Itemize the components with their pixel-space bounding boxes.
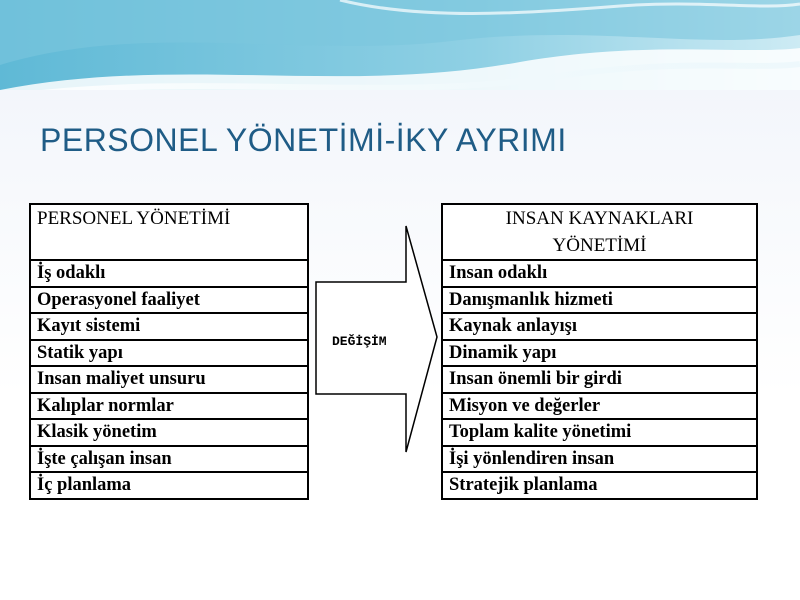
- right-header-line1: INSAN KAYNAKLARI: [505, 208, 694, 229]
- left-table-row: İç planlama: [30, 472, 308, 499]
- right-table-row: Insan önemli bir girdi: [442, 366, 757, 393]
- left-table-row: Insan maliyet unsuru: [30, 366, 308, 393]
- left-table-row: Kalıplar normlar: [30, 393, 308, 420]
- right-table-row: Kaynak anlayışı: [442, 313, 757, 340]
- left-table-header: PERSONEL YÖNETİMİ: [30, 204, 308, 260]
- right-table-header: [442, 204, 757, 260]
- right-table-row: Dinamik yapı: [442, 340, 757, 367]
- right-table-row: Stratejik planlama: [442, 472, 757, 499]
- arrow-label: DEĞİŞİM: [332, 334, 387, 349]
- left-table-row: Klasik yönetim: [30, 419, 308, 446]
- slide-title: PERSONEL YÖNETİMİ-İKY AYRIMI: [40, 122, 567, 158]
- right-table-row: Danışmanlık hizmeti: [442, 287, 757, 314]
- left-table-row: İşte çalışan insan: [30, 446, 308, 473]
- right-table-row: İşi yönlendiren insan: [442, 446, 757, 473]
- right-table-row: Toplam kalite yönetimi: [442, 419, 757, 446]
- personel-yonetimi-table: [29, 203, 309, 500]
- left-table-row: Statik yapı: [30, 340, 308, 367]
- left-table-row: Operasyonel faaliyet: [30, 287, 308, 314]
- right-table-row: Misyon ve değerler: [442, 393, 757, 420]
- left-table-row: Kayıt sistemi: [30, 313, 308, 340]
- right-table-row: Insan odaklı: [442, 260, 757, 287]
- right-header-line2: YÖNETİMİ: [552, 235, 647, 256]
- left-table-row: İş odaklı: [30, 260, 308, 287]
- insan-kaynaklari-yonetimi-table: [441, 203, 758, 500]
